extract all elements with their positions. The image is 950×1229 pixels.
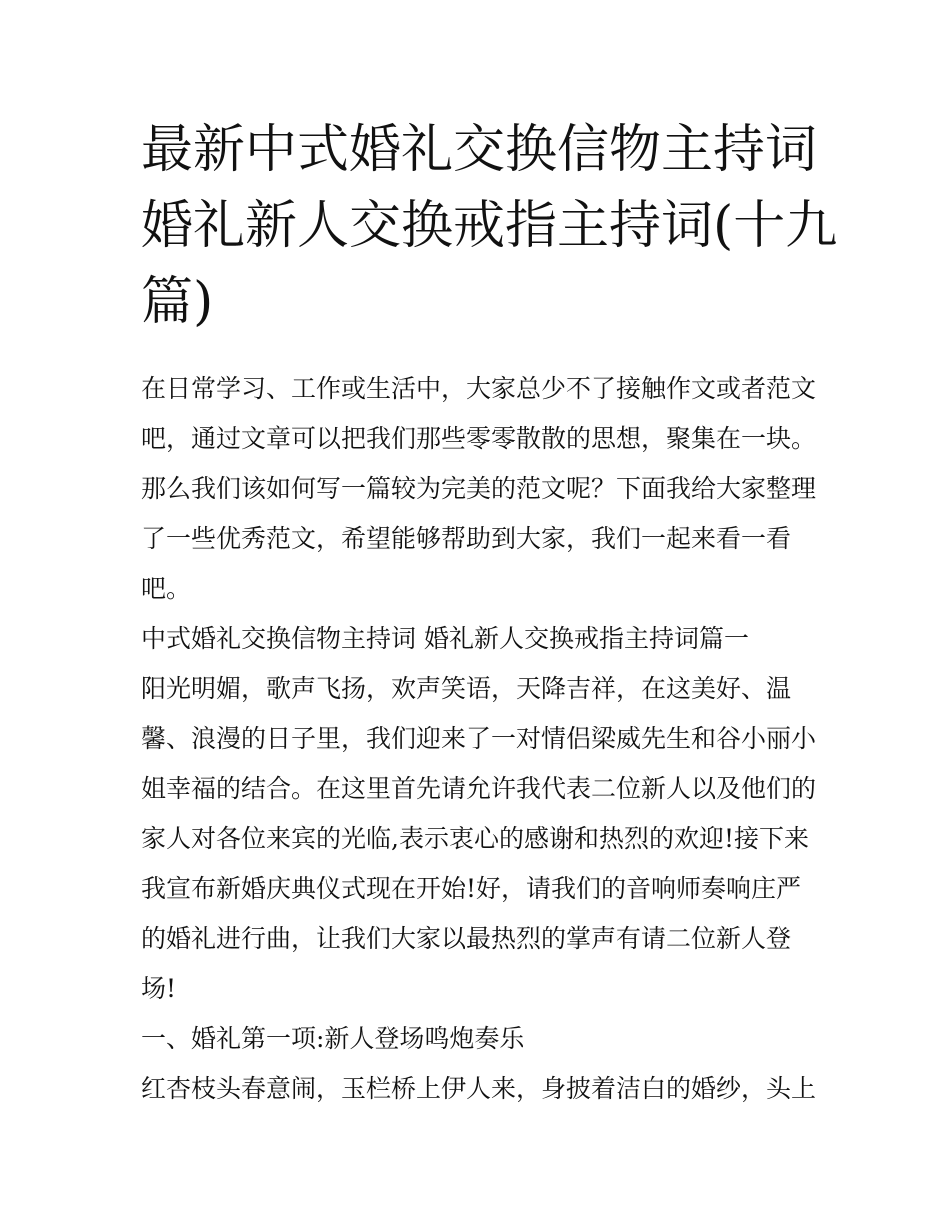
text-line: 我宣布新婚庆典仪式现在开始!好，请我们的音响师奏响庄严 [141, 874, 802, 903]
document-body [141, 364, 821, 1114]
text-line: 吧，通过文章可以把我们那些零零散散的思想，聚集在一块。 [141, 424, 817, 453]
text-line: 那么我们该如何写一篇较为完美的范文呢？下面我给大家整理 [141, 474, 817, 503]
title-line: 婚礼新人交换戒指主持词(十九 [141, 196, 838, 256]
text-line: 阳光明媚，歌声飞扬，欢声笑语，天降吉祥，在这美好、温 [141, 674, 792, 703]
text-line: 的婚礼进行曲，让我们大家以最热烈的掌声有请二位新人登 [141, 924, 792, 953]
section-heading: 中式婚礼交换信物主持词 婚礼新人交换戒指主持词篇一 [141, 624, 749, 653]
title-line: 篇) [141, 272, 214, 332]
document-page [141, 112, 838, 1114]
text-line: 家人对各位来宾的光临,表示衷心的感谢和热烈的欢迎!接下来 [141, 824, 809, 853]
title-line: 最新中式婚礼交换信物主持词 [141, 120, 818, 180]
item-heading: 一、婚礼第一项:新人登场鸣炮奏乐 [141, 1024, 525, 1053]
text-line: 姐幸福的结合。在这里首先请允许我代表二位新人以及他们的 [141, 774, 817, 803]
text-line: 在日常学习、工作或生活中，大家总少不了接触作文或者范文 [141, 374, 817, 403]
document-title [141, 112, 838, 340]
intro-paragraph [141, 364, 821, 614]
text-line: 场! [141, 974, 177, 1003]
text-line: 了一些优秀范文，希望能够帮助到大家，我们一起来看一看 [141, 524, 792, 553]
paragraph-2 [141, 1064, 821, 1114]
text-line: 馨、浪漫的日子里，我们迎来了一对情侣梁威先生和谷小丽小 [141, 724, 817, 753]
text-line: 红杏枝头春意闹，玉栏桥上伊人来，身披着洁白的婚纱，头上 [141, 1074, 817, 1103]
paragraph-1 [141, 664, 821, 1014]
text-line: 吧。 [141, 574, 192, 603]
